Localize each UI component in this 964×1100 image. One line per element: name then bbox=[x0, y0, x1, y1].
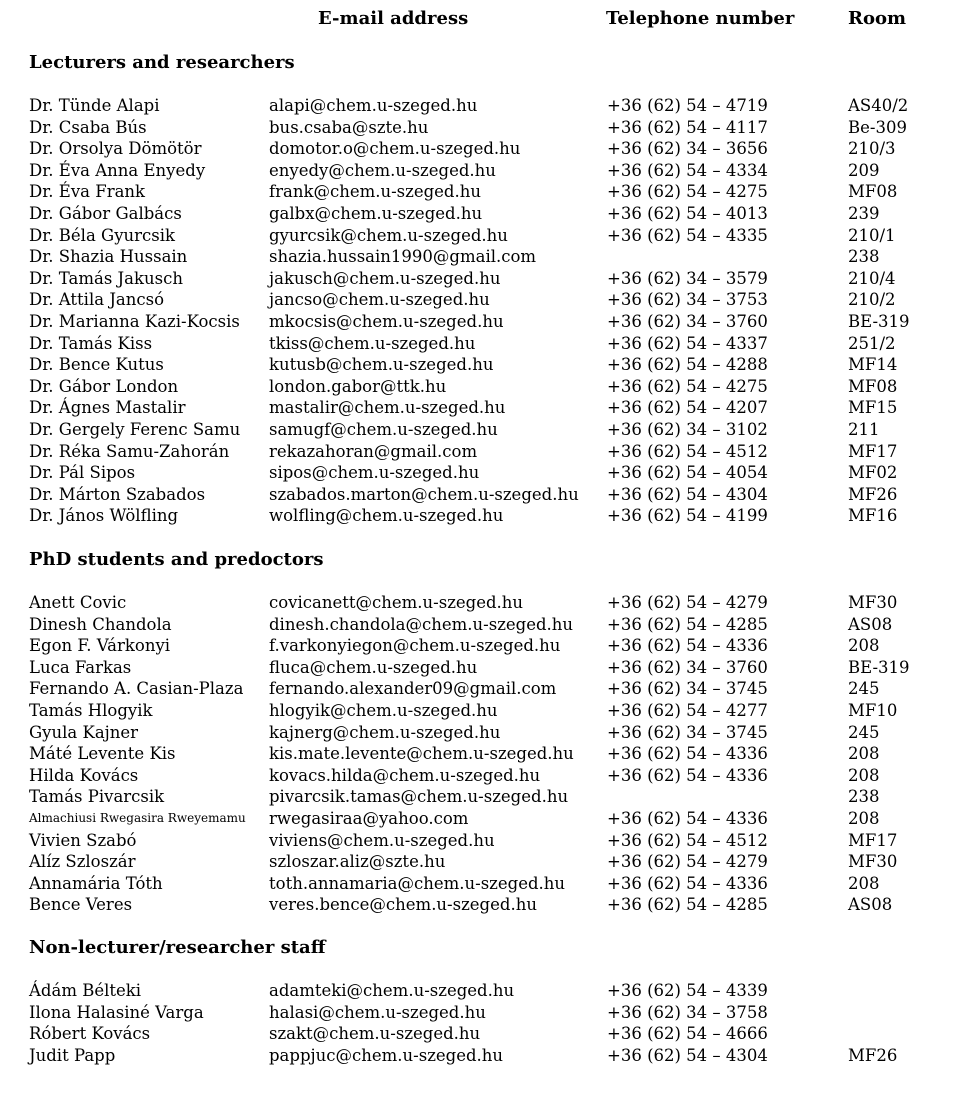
email-address: tkiss@chem.u-szeged.hu bbox=[269, 333, 476, 353]
person-name: Dr. Tamás Kiss bbox=[29, 333, 153, 353]
section-title: Non-lecturer/researcher staff bbox=[29, 937, 326, 958]
room-number: 209 bbox=[848, 160, 880, 180]
section-rows bbox=[29, 95, 949, 527]
table-row bbox=[29, 354, 949, 376]
email-address: bus.csaba@szte.hu bbox=[269, 117, 429, 137]
email-address: dinesh.chandola@chem.u-szeged.hu bbox=[269, 614, 574, 634]
person-name: Dr. János Wölfling bbox=[29, 506, 179, 526]
room-number: 210/4 bbox=[848, 268, 896, 288]
room-number: 239 bbox=[848, 203, 880, 223]
section-title: PhD students and predoctors bbox=[29, 549, 324, 570]
telephone-number: +36 (62) 54 – 4512 bbox=[607, 441, 768, 461]
table-row bbox=[29, 1045, 949, 1067]
person-name: Dr. Tünde Alapi bbox=[29, 96, 160, 115]
table-row bbox=[29, 1023, 949, 1045]
telephone-number: +36 (62) 34 – 3753 bbox=[607, 290, 768, 310]
person-name: Máté Levente Kis bbox=[29, 744, 176, 764]
table-row bbox=[29, 160, 949, 182]
table-row bbox=[29, 786, 949, 808]
room-number: BE-319 bbox=[848, 311, 910, 331]
telephone-number: +36 (62) 34 – 3758 bbox=[607, 1002, 768, 1022]
telephone-number: +36 (62) 54 – 4337 bbox=[607, 333, 768, 353]
person-name: Luca Farkas bbox=[29, 657, 132, 677]
room-number: Be-309 bbox=[848, 117, 907, 137]
table-row bbox=[29, 678, 949, 700]
person-name: Dr. Gábor Galbács bbox=[29, 203, 182, 223]
table-row bbox=[29, 894, 949, 916]
telephone-number: +36 (62) 54 – 4666 bbox=[607, 1024, 768, 1044]
room-number: MF10 bbox=[848, 700, 898, 720]
room-number: 238 bbox=[848, 247, 880, 267]
telephone-number: +36 (62) 54 – 4013 bbox=[607, 203, 768, 223]
person-name: Dr. Bence Kutus bbox=[29, 355, 164, 375]
person-name: Dr. Tamás Jakusch bbox=[29, 268, 183, 288]
table-row bbox=[29, 246, 949, 268]
person-name: Dr. Márton Szabados bbox=[29, 484, 206, 504]
section-0 bbox=[29, 52, 949, 527]
person-name: Judit Papp bbox=[29, 1045, 116, 1065]
table-row bbox=[29, 851, 949, 873]
section-rows bbox=[29, 592, 949, 916]
table-row bbox=[29, 225, 949, 247]
email-address: sipos@chem.u-szeged.hu bbox=[269, 463, 480, 483]
email-address: hlogyik@chem.u-szeged.hu bbox=[269, 700, 498, 720]
email-address: enyedy@chem.u-szeged.hu bbox=[269, 160, 496, 180]
telephone-number: +36 (62) 34 – 3760 bbox=[607, 657, 768, 677]
telephone-number: +36 (62) 34 – 3745 bbox=[607, 722, 768, 742]
person-name: Dr. Gábor London bbox=[29, 376, 179, 396]
telephone-number: +36 (62) 54 – 4339 bbox=[607, 981, 768, 1000]
table-row bbox=[29, 397, 949, 419]
room-number: 238 bbox=[848, 787, 880, 807]
telephone-number: +36 (62) 54 – 4277 bbox=[607, 700, 768, 720]
email-address: halasi@chem.u-szeged.hu bbox=[269, 1002, 486, 1022]
email-address: viviens@chem.u-szeged.hu bbox=[269, 830, 495, 850]
person-name: Dr. Béla Gyurcsik bbox=[29, 225, 176, 245]
person-name: Ádám Bélteki bbox=[29, 981, 142, 1000]
email-address: kovacs.hilda@chem.u-szeged.hu bbox=[269, 765, 541, 785]
email-address: samugf@chem.u-szeged.hu bbox=[269, 419, 498, 439]
email-address: veres.bence@chem.u-szeged.hu bbox=[269, 895, 537, 915]
table-row bbox=[29, 980, 949, 1002]
person-name: Dr. Éva Anna Enyedy bbox=[29, 160, 206, 180]
table-row bbox=[29, 117, 949, 139]
email-address: wolfling@chem.u-szeged.hu bbox=[269, 506, 504, 526]
room-number: MF30 bbox=[848, 593, 898, 612]
telephone-number: +36 (62) 54 – 4285 bbox=[607, 614, 768, 634]
email-address: london.gabor@ttk.hu bbox=[269, 376, 447, 396]
room-number: 208 bbox=[848, 873, 880, 893]
telephone-number: +36 (62) 54 – 4117 bbox=[607, 117, 768, 137]
telephone-number: +36 (62) 54 – 4199 bbox=[607, 506, 768, 526]
telephone-number: +36 (62) 54 – 4336 bbox=[607, 744, 768, 764]
room-number: 211 bbox=[848, 419, 880, 439]
telephone-number: +36 (62) 54 – 4279 bbox=[607, 852, 768, 872]
person-name: Gyula Kajner bbox=[29, 722, 139, 742]
email-address: szloszar.aliz@szte.hu bbox=[269, 852, 446, 872]
section-title: Lecturers and researchers bbox=[29, 52, 295, 73]
room-number: 208 bbox=[848, 636, 880, 656]
email-address: alapi@chem.u-szeged.hu bbox=[269, 96, 478, 115]
section-2 bbox=[29, 937, 949, 1066]
table-row bbox=[29, 635, 949, 657]
telephone-number: +36 (62) 34 – 3760 bbox=[607, 311, 768, 331]
room-number: BE-319 bbox=[848, 657, 910, 677]
telephone-number: +36 (62) 34 – 3656 bbox=[607, 139, 768, 159]
person-name: Róbert Kovács bbox=[29, 1024, 151, 1044]
email-address: jakusch@chem.u-szeged.hu bbox=[269, 268, 501, 288]
person-name: Tamás Hlogyik bbox=[29, 700, 153, 720]
email-address: kajnerg@chem.u-szeged.hu bbox=[269, 722, 501, 742]
room-number: MF26 bbox=[848, 484, 898, 504]
email-address: fluca@chem.u-szeged.hu bbox=[269, 657, 478, 677]
room-number: MF02 bbox=[848, 463, 898, 483]
table-row bbox=[29, 592, 949, 614]
room-number: MF17 bbox=[848, 441, 898, 461]
room-number: MF16 bbox=[848, 506, 898, 526]
email-address: gyurcsik@chem.u-szeged.hu bbox=[269, 225, 508, 245]
person-name: Dr. Attila Jancsó bbox=[29, 290, 165, 310]
table-row bbox=[29, 95, 949, 117]
table-row bbox=[29, 203, 949, 225]
email-address: adamteki@chem.u-szeged.hu bbox=[269, 981, 515, 1000]
email-address: frank@chem.u-szeged.hu bbox=[269, 182, 481, 202]
table-row bbox=[29, 181, 949, 203]
telephone-number: +36 (62) 54 – 4285 bbox=[607, 895, 768, 915]
telephone-number: +36 (62) 54 – 4304 bbox=[607, 484, 768, 504]
room-number: MF26 bbox=[848, 1045, 898, 1065]
table-row bbox=[29, 700, 949, 722]
table-row bbox=[29, 484, 949, 506]
table-row bbox=[29, 138, 949, 160]
person-name: Egon F. Várkonyi bbox=[29, 636, 171, 656]
email-address: rekazahoran@gmail.com bbox=[269, 441, 478, 461]
email-address: toth.annamaria@chem.u-szeged.hu bbox=[269, 873, 566, 893]
table-row bbox=[29, 657, 949, 679]
telephone-number: +36 (62) 34 – 3745 bbox=[607, 679, 768, 699]
email-address: rwegasiraa@yahoo.com bbox=[269, 808, 469, 828]
table-row bbox=[29, 722, 949, 744]
telephone-number: +36 (62) 54 – 4279 bbox=[607, 593, 768, 612]
room-number: AS08 bbox=[848, 895, 893, 915]
person-name: Annamária Tóth bbox=[29, 873, 163, 893]
email-address: pivarcsik.tamas@chem.u-szeged.hu bbox=[269, 787, 569, 807]
table-row bbox=[29, 419, 949, 441]
room-number: 251/2 bbox=[848, 333, 896, 353]
header-room: Room bbox=[848, 8, 907, 29]
email-address: kutusb@chem.u-szeged.hu bbox=[269, 355, 494, 375]
table-row bbox=[29, 311, 949, 333]
person-name: Dr. Orsolya Dömötör bbox=[29, 139, 202, 159]
room-number: 208 bbox=[848, 744, 880, 764]
email-address: mkocsis@chem.u-szeged.hu bbox=[269, 311, 504, 331]
room-number: 208 bbox=[848, 765, 880, 785]
person-name: Dr. Csaba Bús bbox=[29, 117, 147, 137]
telephone-number: +36 (62) 54 – 4304 bbox=[607, 1045, 768, 1065]
email-address: domotor.o@chem.u-szeged.hu bbox=[269, 139, 521, 159]
room-number: AS08 bbox=[848, 614, 893, 634]
telephone-number: +36 (62) 54 – 4336 bbox=[607, 873, 768, 893]
telephone-number: +36 (62) 54 – 4275 bbox=[607, 376, 768, 396]
table-row bbox=[29, 268, 949, 290]
person-name: Ilona Halasiné Varga bbox=[29, 1002, 204, 1022]
telephone-number: +36 (62) 54 – 4336 bbox=[607, 808, 768, 828]
person-name: Vivien Szabó bbox=[29, 830, 137, 850]
telephone-number: +36 (62) 54 – 4512 bbox=[607, 830, 768, 850]
email-address: f.varkonyiegon@chem.u-szeged.hu bbox=[269, 636, 561, 656]
header-telephone: Telephone number bbox=[606, 8, 795, 29]
room-number: MF30 bbox=[848, 852, 898, 872]
table-row bbox=[29, 765, 949, 787]
room-number: 210/3 bbox=[848, 139, 896, 159]
telephone-number: +36 (62) 34 – 3102 bbox=[607, 419, 768, 439]
room-number: MF14 bbox=[848, 355, 898, 375]
person-name: Dr. Éva Frank bbox=[29, 182, 146, 202]
table-row bbox=[29, 614, 949, 636]
telephone-number: +36 (62) 54 – 4288 bbox=[607, 355, 768, 375]
email-address: mastalir@chem.u-szeged.hu bbox=[269, 398, 506, 418]
person-name: Fernando A. Casian-Plaza bbox=[29, 679, 244, 699]
telephone-number: +36 (62) 54 – 4335 bbox=[607, 225, 768, 245]
table-row bbox=[29, 441, 949, 463]
telephone-number: +36 (62) 54 – 4336 bbox=[607, 765, 768, 785]
person-name: Almachiusi Rwegasira Rweyemamu bbox=[29, 810, 246, 825]
room-number: 245 bbox=[848, 679, 880, 699]
email-address: pappjuc@chem.u-szeged.hu bbox=[269, 1045, 504, 1065]
telephone-number: +36 (62) 54 – 4054 bbox=[607, 463, 768, 483]
room-number: MF15 bbox=[848, 398, 898, 418]
email-address: szakt@chem.u-szeged.hu bbox=[269, 1024, 481, 1044]
table-row bbox=[29, 1002, 949, 1024]
person-name: Dr. Pál Sipos bbox=[29, 463, 136, 483]
table-row bbox=[29, 289, 949, 311]
person-name: Dr. Shazia Hussain bbox=[29, 247, 188, 267]
room-number: AS40/2 bbox=[848, 96, 909, 115]
telephone-number: +36 (62) 54 – 4334 bbox=[607, 160, 768, 180]
room-number: 210/1 bbox=[848, 225, 896, 245]
person-name: Dr. Gergely Ferenc Samu bbox=[29, 419, 241, 439]
table-row bbox=[29, 830, 949, 852]
room-number: 210/2 bbox=[848, 290, 896, 310]
email-address: szabados.marton@chem.u-szeged.hu bbox=[269, 484, 579, 504]
email-address: kis.mate.levente@chem.u-szeged.hu bbox=[269, 744, 574, 764]
table-row bbox=[29, 743, 949, 765]
room-number: 208 bbox=[848, 808, 880, 828]
table-row bbox=[29, 333, 949, 355]
telephone-number: +36 (62) 54 – 4336 bbox=[607, 636, 768, 656]
email-address: galbx@chem.u-szeged.hu bbox=[269, 203, 483, 223]
room-number: MF08 bbox=[848, 182, 898, 202]
email-address: covicanett@chem.u-szeged.hu bbox=[269, 593, 524, 612]
person-name: Dr. Marianna Kazi-Kocsis bbox=[29, 311, 240, 331]
person-name: Alíz Szloszár bbox=[29, 852, 136, 872]
person-name: Dr. Réka Samu-Zahorán bbox=[29, 441, 230, 461]
room-number: MF17 bbox=[848, 830, 898, 850]
person-name: Tamás Pivarcsik bbox=[29, 787, 165, 807]
section-rows bbox=[29, 980, 949, 1066]
email-address: jancso@chem.u-szeged.hu bbox=[269, 290, 490, 310]
header-email: E-mail address bbox=[318, 8, 469, 29]
email-address: shazia.hussain1990@gmail.com bbox=[269, 247, 537, 267]
telephone-number: +36 (62) 54 – 4719 bbox=[607, 96, 768, 115]
room-number: MF08 bbox=[848, 376, 898, 396]
telephone-number: +36 (62) 54 – 4207 bbox=[607, 398, 768, 418]
person-name: Dinesh Chandola bbox=[29, 614, 172, 634]
room-number: 245 bbox=[848, 722, 880, 742]
table-row bbox=[29, 873, 949, 895]
person-name: Hilda Kovács bbox=[29, 765, 139, 785]
table-row bbox=[29, 808, 949, 830]
table-row bbox=[29, 505, 949, 527]
person-name: Anett Covic bbox=[29, 593, 127, 612]
section-1 bbox=[29, 549, 949, 916]
email-address: fernando.alexander09@gmail.com bbox=[269, 679, 557, 699]
person-name: Dr. Ágnes Mastalir bbox=[29, 398, 186, 418]
telephone-number: +36 (62) 54 – 4275 bbox=[607, 182, 768, 202]
person-name: Bence Veres bbox=[29, 895, 133, 915]
table-row bbox=[29, 376, 949, 398]
table-row bbox=[29, 462, 949, 484]
telephone-number: +36 (62) 34 – 3579 bbox=[607, 268, 768, 288]
